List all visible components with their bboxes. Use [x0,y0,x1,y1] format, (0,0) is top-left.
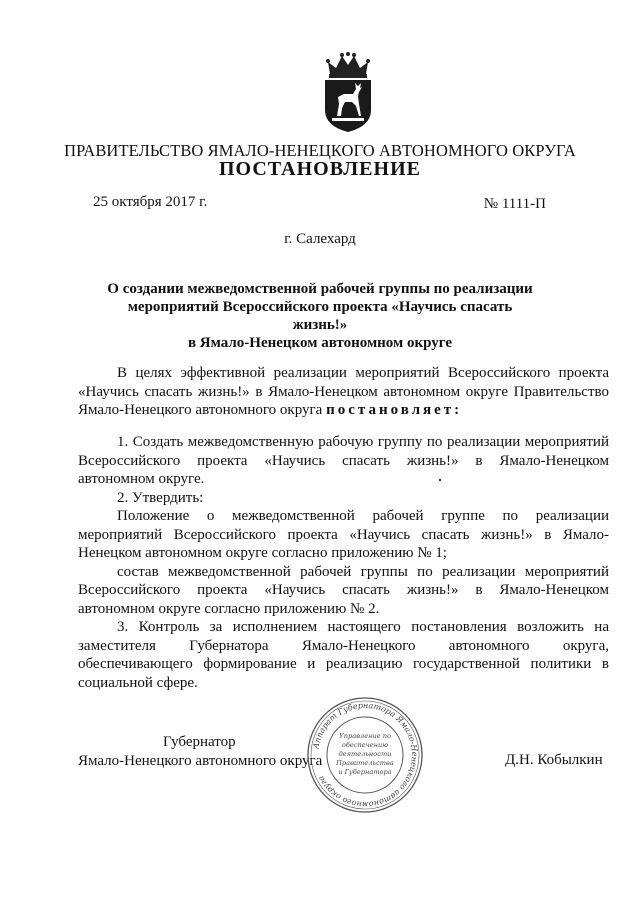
decree-word: постановляет: [326,402,463,418]
title-line: в Ямало-Ненецком автономном округе [187,335,453,351]
stamp-center-line-3: деятельности [338,750,392,758]
item-2a: Положение о межведомственной рабочей группе по реализации мероприятий Всероссийского проекта «Научись спасать жизнь!» в Ямало-Ненецком автономном округе согласно приложению № 1; [78,508,609,561]
document-type: ПОСТАНОВЛЕНИЕ [219,158,421,180]
document-date: 25 октября 2017 г. [93,194,208,210]
decree-items [78,433,609,692]
intro-paragraph [78,364,609,420]
document-title [100,280,540,352]
stamp-center-line-2: обеспечению [341,741,389,749]
round-official-stamp-icon [305,695,425,815]
title-line: О создании межведомственной рабочей группы по реализации [107,281,533,297]
document-city: г. Салехард [284,231,356,247]
stamp-center-line-1: Управление по [339,732,391,740]
signatory-name: Д.Н. Кобылкин [505,752,603,768]
item-2: 2. Утвердить: [117,489,204,506]
document-number: № 1111-П [483,196,546,212]
stamp-ring-text: Аппарат Губернатора Ямало-Ненецкого автономного округа [311,700,420,810]
item-2b: состав межведомственной рабочей группы по реализации мероприятий Всероссийского проекта «Научись спасать жизнь!» в Ямало-Ненецком автономном округе согласно приложению № 2. [78,563,609,617]
item-3: 3. Контроль за исполнением настоящего постановления возложить на заместителя Губернатора Ямало-Ненецкого автономного округа, обеспечивающего формирование и реализацию государственной политики в социальной сфере. [78,619,609,691]
organization-name: ПРАВИТЕЛЬСТВО ЯМАЛО-НЕНЕЦКОГО АВТОНОМНОГО ОКРУГА [64,141,576,160]
position-line-1: Губернатор [163,734,236,750]
stamp-center-line-5: и Губернатора [338,768,392,776]
stamp-center-line-4: Правительства [336,759,394,767]
yamal-coat-of-arms-icon [320,52,376,134]
position-line-2: Ямало-Ненецкого автономного округа [78,753,323,769]
title-line: мероприятий Всероссийского проекта «Научись спасать жизнь!» [127,299,513,333]
intro-text: В целях эффективной реализации мероприятий Всероссийского проекта «Научись спасать жизнь!» в Ямало-Ненецком автономном округе Правительство Ямало-Ненецкого автономного округа [78,365,609,418]
signatory-position [78,733,323,771]
speck-mark [439,479,441,481]
item-1: 1. Создать межведомственную рабочую группу по реализации мероприятий Всероссийского проекта «Научись спасать жизнь!» в Ямало-Ненецком автономном округе. [78,434,609,487]
